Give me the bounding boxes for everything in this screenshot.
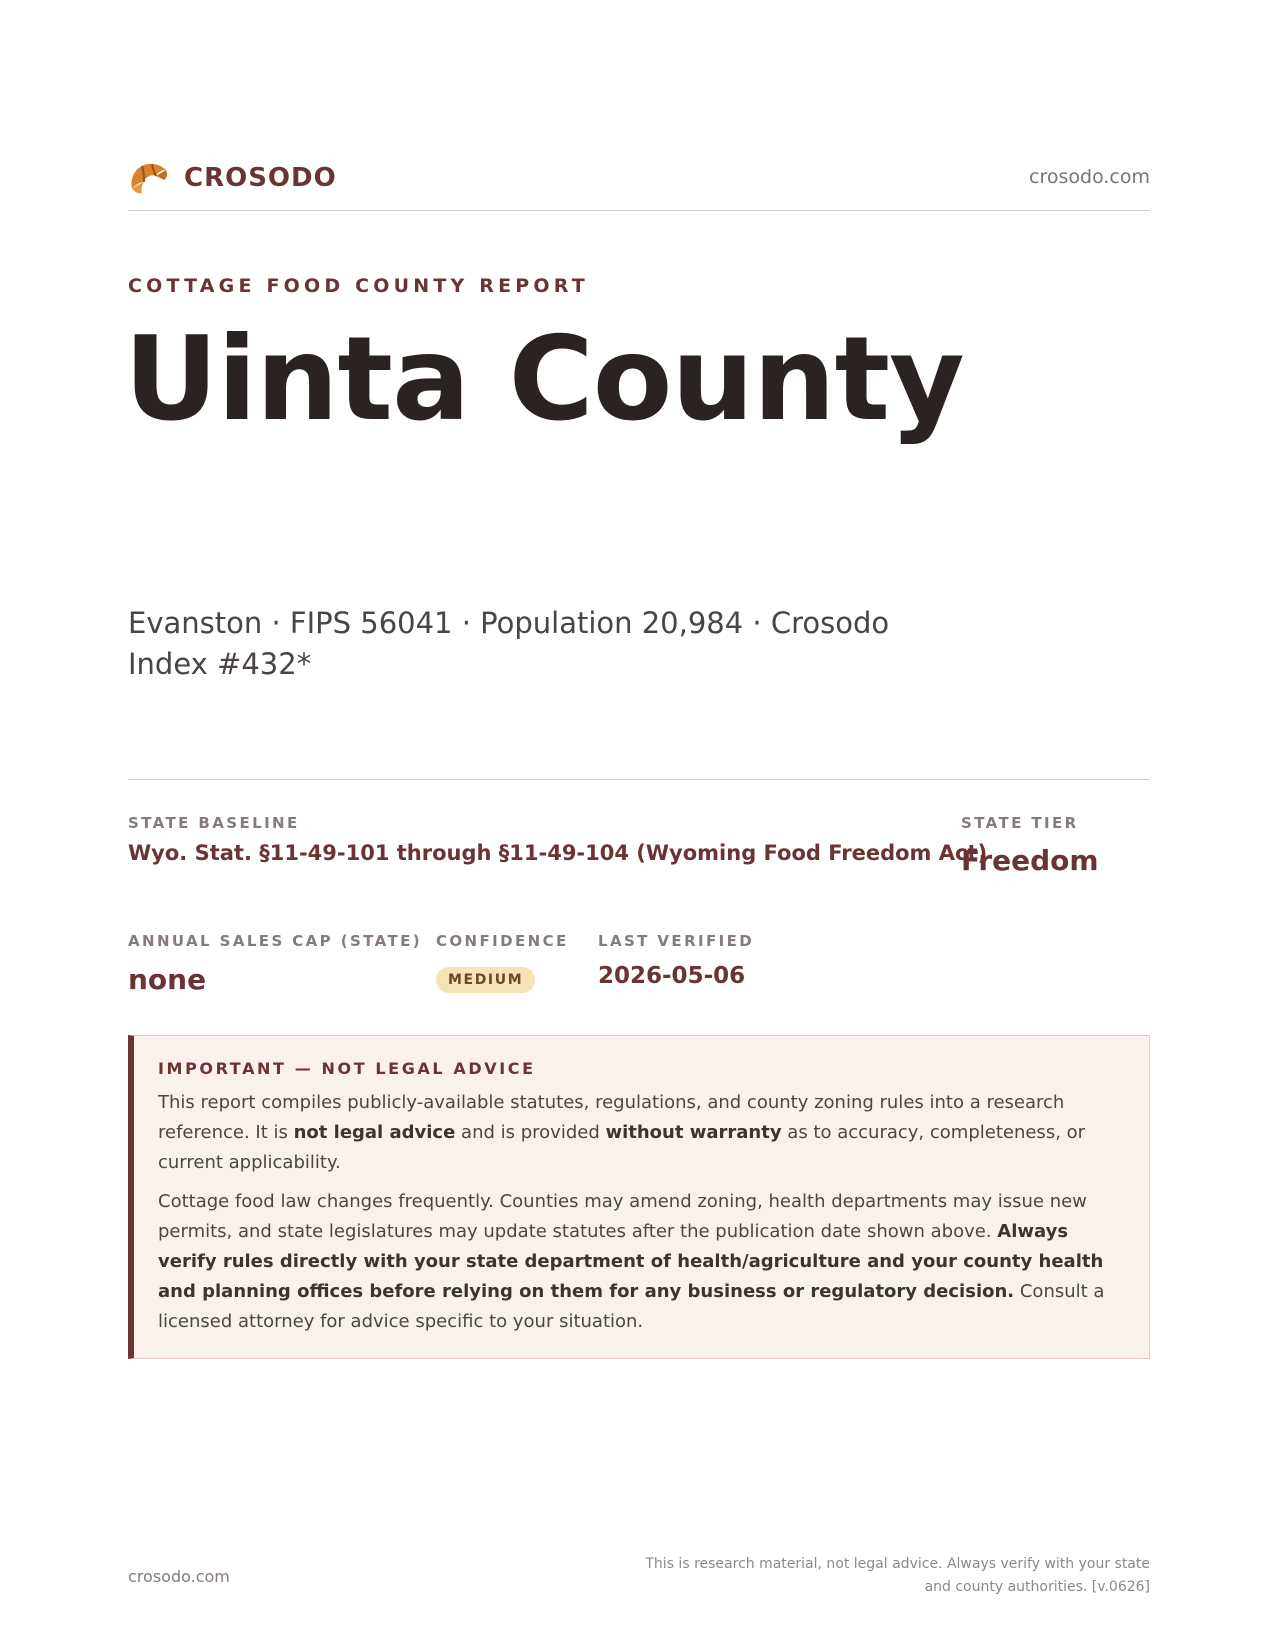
site-link[interactable]: crosodo.com (1029, 166, 1150, 188)
croissant-icon (128, 158, 170, 198)
sales-cap-label: ANNUAL SALES CAP (STATE) (128, 932, 423, 950)
confidence-field (436, 932, 569, 993)
state-baseline-field (128, 814, 987, 865)
notice-text: and is provided (455, 1122, 606, 1143)
state-baseline-value: Wyo. Stat. §11-49-101 through §11-49-104 (Wyoming Food Freedom Act) (128, 841, 988, 865)
notice-title: IMPORTANT — NOT LEGAL ADVICE (158, 1059, 536, 1078)
notice-emphasis: not legal advice (293, 1122, 456, 1143)
state-tier-label: STATE TIER (961, 814, 1079, 832)
state-tier-field (961, 814, 1099, 877)
sales-cap-field (128, 932, 422, 996)
notice-emphasis: Always verify rules directly with your state department of health/agriculture and your county health and planning offices before relying on them for any business or regulatory decision. (158, 1221, 1104, 1302)
brand-name: CROSODO (184, 163, 337, 193)
page-header (128, 158, 1150, 204)
report-page (124, 0, 1150, 1650)
state-baseline-label: STATE BASELINE (128, 814, 300, 832)
notice-text: This report compiles publicly-available statutes, regulations, and county zoning rules into a research reference. It is (158, 1092, 1065, 1143)
sales-cap-value: none (128, 963, 207, 996)
footer-disclaimer-line-1: This is research material, not legal advice. Always verify with your state (645, 1556, 1150, 1572)
last-verified-label: LAST VERIFIED (598, 932, 755, 950)
last-verified-value: 2026-05-06 (598, 963, 746, 989)
brand (128, 158, 337, 198)
notice-text: Consult a licensed attorney for advice specific to your situation. (158, 1281, 1105, 1332)
footer-disclaimer-line-2: and county authorities. [v.0626] (924, 1579, 1150, 1595)
notice-paragraph-2 (158, 1187, 1125, 1337)
county-summary: Evanston · FIPS 56041 · Population 20,984 · Crosodo Index #432* (128, 606, 890, 681)
notice-emphasis: without warranty (605, 1122, 782, 1143)
header-divider (128, 210, 1150, 211)
footer-disclaimer (590, 1553, 1150, 1599)
state-tier-value: Freedom (961, 844, 1099, 877)
confidence-label: CONFIDENCE (436, 932, 569, 950)
last-verified-field (598, 932, 754, 989)
footer-site: crosodo.com (128, 1567, 230, 1586)
notice-paragraph-1 (158, 1088, 1125, 1178)
section-divider (128, 779, 1150, 780)
notice-text: as to accuracy, completeness, or current applicability. (158, 1122, 1086, 1173)
legal-notice (128, 1035, 1150, 1359)
page-title: Uinta County (124, 312, 964, 447)
confidence-badge: MEDIUM (436, 967, 535, 993)
notice-text: Cottage food law changes frequently. Counties may amend zoning, health departments may issue new permits, and state legislatures may update statutes after the publication date shown above. (158, 1191, 1087, 1242)
report-eyebrow: COTTAGE FOOD COUNTY REPORT (128, 275, 589, 297)
